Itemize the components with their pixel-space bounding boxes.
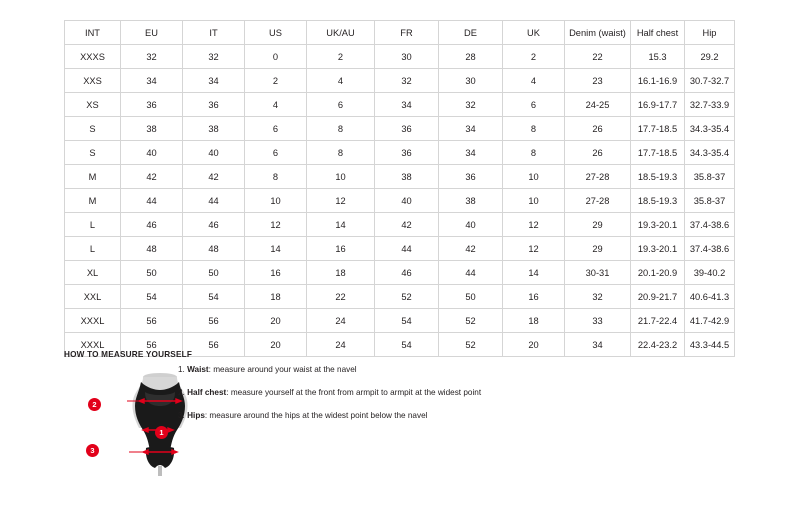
measure-step-hips bbox=[178, 409, 598, 422]
cell-us: 20 bbox=[245, 333, 307, 357]
cell-denim-waist: 30-31 bbox=[565, 261, 631, 285]
cell-fr: 38 bbox=[375, 165, 439, 189]
cell-denim-waist: 32 bbox=[565, 285, 631, 309]
cell-uk: 8 bbox=[503, 141, 565, 165]
measure-steps-list bbox=[178, 363, 598, 432]
cell-denim-waist: 24-25 bbox=[565, 93, 631, 117]
cell-denim-waist: 27-28 bbox=[565, 189, 631, 213]
column-header-us: US bbox=[245, 21, 307, 45]
cell-de: 34 bbox=[439, 141, 503, 165]
cell-de: 50 bbox=[439, 285, 503, 309]
cell-half-chest: 19.3-20.1 bbox=[631, 213, 685, 237]
step-text-half-chest: : measure yourself at the front from armpit to armpit at the widest point bbox=[226, 388, 482, 397]
callout-badge-1: 1 bbox=[155, 426, 168, 439]
cell-de: 36 bbox=[439, 165, 503, 189]
cell-us: 20 bbox=[245, 309, 307, 333]
cell-uk-au: 16 bbox=[307, 237, 375, 261]
cell-denim-waist: 29 bbox=[565, 237, 631, 261]
cell-de: 38 bbox=[439, 189, 503, 213]
cell-de: 52 bbox=[439, 333, 503, 357]
cell-uk: 10 bbox=[503, 189, 565, 213]
size-chart-container bbox=[64, 20, 734, 357]
step-number-2: 2. bbox=[178, 388, 185, 397]
cell-int: M bbox=[65, 165, 121, 189]
cell-us: 8 bbox=[245, 165, 307, 189]
cell-us: 16 bbox=[245, 261, 307, 285]
step-term-hips: Hips bbox=[187, 411, 205, 420]
column-header-half-chest: Half chest bbox=[631, 21, 685, 45]
callout-badge-3: 3 bbox=[86, 444, 99, 457]
cell-eu: 38 bbox=[121, 117, 183, 141]
table-row bbox=[65, 261, 735, 285]
table-row bbox=[65, 309, 735, 333]
cell-fr: 30 bbox=[375, 45, 439, 69]
column-header-hip: Hip bbox=[685, 21, 735, 45]
cell-int: XXS bbox=[65, 69, 121, 93]
cell-fr: 54 bbox=[375, 333, 439, 357]
cell-it: 44 bbox=[183, 189, 245, 213]
cell-uk: 16 bbox=[503, 285, 565, 309]
cell-denim-waist: 26 bbox=[565, 117, 631, 141]
cell-fr: 32 bbox=[375, 69, 439, 93]
cell-denim-waist: 34 bbox=[565, 333, 631, 357]
cell-fr: 52 bbox=[375, 285, 439, 309]
cell-uk-au: 18 bbox=[307, 261, 375, 285]
cell-hip: 35.8-37 bbox=[685, 189, 735, 213]
cell-eu: 56 bbox=[121, 309, 183, 333]
table-row bbox=[65, 141, 735, 165]
table-row bbox=[65, 213, 735, 237]
cell-it: 56 bbox=[183, 333, 245, 357]
how-to-measure-title: HOW TO MEASURE YOURSELF bbox=[64, 350, 193, 359]
cell-uk-au: 14 bbox=[307, 213, 375, 237]
column-header-denim-waist: Denim (waist) bbox=[565, 21, 631, 45]
cell-us: 12 bbox=[245, 213, 307, 237]
table-row bbox=[65, 237, 735, 261]
cell-uk: 20 bbox=[503, 333, 565, 357]
column-header-uk-au: UK/AU bbox=[307, 21, 375, 45]
cell-de: 52 bbox=[439, 309, 503, 333]
cell-int: XL bbox=[65, 261, 121, 285]
cell-de: 32 bbox=[439, 93, 503, 117]
cell-half-chest: 15.3 bbox=[631, 45, 685, 69]
cell-fr: 36 bbox=[375, 117, 439, 141]
cell-it: 40 bbox=[183, 141, 245, 165]
cell-int: XXXS bbox=[65, 45, 121, 69]
cell-denim-waist: 26 bbox=[565, 141, 631, 165]
table-body bbox=[65, 45, 735, 357]
cell-hip: 35.8-37 bbox=[685, 165, 735, 189]
table-row bbox=[65, 45, 735, 69]
cell-us: 6 bbox=[245, 117, 307, 141]
cell-hip: 37.4-38.6 bbox=[685, 213, 735, 237]
cell-eu: 42 bbox=[121, 165, 183, 189]
cell-eu: 50 bbox=[121, 261, 183, 285]
cell-us: 4 bbox=[245, 93, 307, 117]
cell-eu: 32 bbox=[121, 45, 183, 69]
cell-de: 28 bbox=[439, 45, 503, 69]
cell-uk: 2 bbox=[503, 45, 565, 69]
size-chart-table bbox=[64, 20, 735, 357]
cell-uk-au: 8 bbox=[307, 117, 375, 141]
table-row bbox=[65, 165, 735, 189]
column-header-uk: UK bbox=[503, 21, 565, 45]
cell-eu: 36 bbox=[121, 93, 183, 117]
cell-uk: 4 bbox=[503, 69, 565, 93]
cell-fr: 42 bbox=[375, 213, 439, 237]
cell-uk-au: 24 bbox=[307, 333, 375, 357]
cell-us: 2 bbox=[245, 69, 307, 93]
step-term-half-chest: Half chest bbox=[187, 388, 227, 397]
cell-fr: 40 bbox=[375, 189, 439, 213]
cell-it: 50 bbox=[183, 261, 245, 285]
cell-hip: 32.7-33.9 bbox=[685, 93, 735, 117]
cell-it: 48 bbox=[183, 237, 245, 261]
cell-it: 34 bbox=[183, 69, 245, 93]
cell-uk-au: 4 bbox=[307, 69, 375, 93]
step-number-1: 1. bbox=[178, 365, 185, 374]
table-row bbox=[65, 69, 735, 93]
cell-hip: 41.7-42.9 bbox=[685, 309, 735, 333]
cell-hip: 34.3-35.4 bbox=[685, 141, 735, 165]
column-header-eu: EU bbox=[121, 21, 183, 45]
cell-uk: 8 bbox=[503, 117, 565, 141]
cell-de: 42 bbox=[439, 237, 503, 261]
cell-us: 10 bbox=[245, 189, 307, 213]
cell-fr: 44 bbox=[375, 237, 439, 261]
column-header-de: DE bbox=[439, 21, 503, 45]
table-row bbox=[65, 189, 735, 213]
table-row bbox=[65, 93, 735, 117]
cell-half-chest: 16.9-17.7 bbox=[631, 93, 685, 117]
cell-eu: 34 bbox=[121, 69, 183, 93]
cell-de: 34 bbox=[439, 117, 503, 141]
column-header-int: INT bbox=[65, 21, 121, 45]
cell-hip: 40.6-41.3 bbox=[685, 285, 735, 309]
cell-fr: 54 bbox=[375, 309, 439, 333]
cell-hip: 29.2 bbox=[685, 45, 735, 69]
cell-hip: 37.4-38.6 bbox=[685, 237, 735, 261]
cell-uk: 10 bbox=[503, 165, 565, 189]
cell-us: 18 bbox=[245, 285, 307, 309]
measure-step-half-chest bbox=[178, 386, 598, 399]
cell-de: 30 bbox=[439, 69, 503, 93]
cell-uk-au: 2 bbox=[307, 45, 375, 69]
cell-de: 40 bbox=[439, 213, 503, 237]
cell-uk-au: 6 bbox=[307, 93, 375, 117]
cell-int: XS bbox=[65, 93, 121, 117]
cell-int: XXXL bbox=[65, 333, 121, 357]
cell-half-chest: 18.5-19.3 bbox=[631, 165, 685, 189]
cell-uk: 14 bbox=[503, 261, 565, 285]
cell-it: 56 bbox=[183, 309, 245, 333]
cell-hip: 39-40.2 bbox=[685, 261, 735, 285]
cell-us: 6 bbox=[245, 141, 307, 165]
cell-hip: 43.3-44.5 bbox=[685, 333, 735, 357]
cell-uk: 6 bbox=[503, 93, 565, 117]
cell-int: L bbox=[65, 237, 121, 261]
cell-int: M bbox=[65, 189, 121, 213]
cell-half-chest: 17.7-18.5 bbox=[631, 141, 685, 165]
cell-half-chest: 19.3-20.1 bbox=[631, 237, 685, 261]
callout-badge-2: 2 bbox=[88, 398, 101, 411]
cell-it: 54 bbox=[183, 285, 245, 309]
cell-half-chest: 20.9-21.7 bbox=[631, 285, 685, 309]
cell-eu: 48 bbox=[121, 237, 183, 261]
cell-hip: 34.3-35.4 bbox=[685, 117, 735, 141]
cell-it: 42 bbox=[183, 165, 245, 189]
cell-denim-waist: 27-28 bbox=[565, 165, 631, 189]
cell-de: 44 bbox=[439, 261, 503, 285]
cell-int: S bbox=[65, 141, 121, 165]
cell-denim-waist: 22 bbox=[565, 45, 631, 69]
cell-int: XXL bbox=[65, 285, 121, 309]
cell-us: 14 bbox=[245, 237, 307, 261]
cell-it: 38 bbox=[183, 117, 245, 141]
table-row bbox=[65, 285, 735, 309]
table-header-row bbox=[65, 21, 735, 45]
cell-denim-waist: 23 bbox=[565, 69, 631, 93]
cell-fr: 46 bbox=[375, 261, 439, 285]
cell-eu: 56 bbox=[121, 333, 183, 357]
cell-us: 0 bbox=[245, 45, 307, 69]
cell-it: 32 bbox=[183, 45, 245, 69]
cell-hip: 30.7-32.7 bbox=[685, 69, 735, 93]
cell-eu: 54 bbox=[121, 285, 183, 309]
cell-int: L bbox=[65, 213, 121, 237]
column-header-fr: FR bbox=[375, 21, 439, 45]
cell-half-chest: 17.7-18.5 bbox=[631, 117, 685, 141]
cell-uk-au: 10 bbox=[307, 165, 375, 189]
cell-int: XXXL bbox=[65, 309, 121, 333]
cell-it: 36 bbox=[183, 93, 245, 117]
cell-half-chest: 16.1-16.9 bbox=[631, 69, 685, 93]
step-text-hips: : measure around the hips at the widest point below the navel bbox=[204, 411, 428, 420]
cell-uk: 12 bbox=[503, 213, 565, 237]
cell-eu: 44 bbox=[121, 189, 183, 213]
step-text-waist: : measure around your waist at the navel bbox=[208, 365, 357, 374]
step-term-waist: Waist bbox=[187, 365, 209, 374]
table-row bbox=[65, 117, 735, 141]
cell-int: S bbox=[65, 117, 121, 141]
cell-uk: 18 bbox=[503, 309, 565, 333]
measure-step-waist bbox=[178, 363, 598, 376]
column-header-it: IT bbox=[183, 21, 245, 45]
cell-uk-au: 8 bbox=[307, 141, 375, 165]
cell-eu: 40 bbox=[121, 141, 183, 165]
cell-half-chest: 21.7-22.4 bbox=[631, 309, 685, 333]
cell-fr: 34 bbox=[375, 93, 439, 117]
cell-eu: 46 bbox=[121, 213, 183, 237]
cell-half-chest: 18.5-19.3 bbox=[631, 189, 685, 213]
step-number-3: 3. bbox=[178, 411, 185, 420]
cell-denim-waist: 29 bbox=[565, 213, 631, 237]
cell-it: 46 bbox=[183, 213, 245, 237]
cell-half-chest: 20.1-20.9 bbox=[631, 261, 685, 285]
cell-uk-au: 22 bbox=[307, 285, 375, 309]
cell-uk: 12 bbox=[503, 237, 565, 261]
cell-half-chest: 22.4-23.2 bbox=[631, 333, 685, 357]
cell-uk-au: 24 bbox=[307, 309, 375, 333]
cell-denim-waist: 33 bbox=[565, 309, 631, 333]
cell-uk-au: 12 bbox=[307, 189, 375, 213]
cell-fr: 36 bbox=[375, 141, 439, 165]
